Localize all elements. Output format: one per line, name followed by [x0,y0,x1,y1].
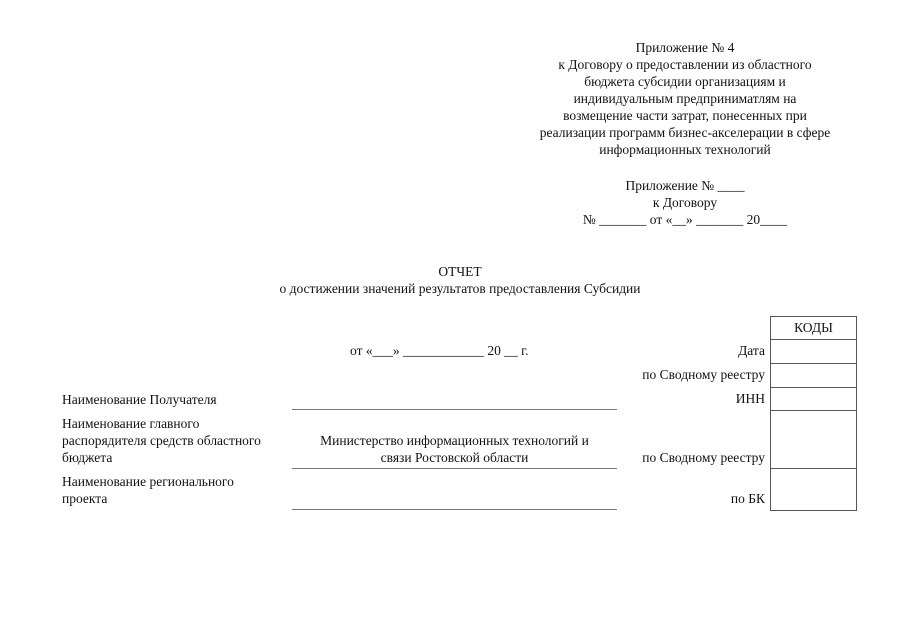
manager-label-line: Наименование главного [62,416,200,431]
project-label [62,473,302,507]
date-label: Дата [738,343,765,358]
appendix-4-line: Приложение № 4 [635,40,735,55]
appendix-4-line: реализации программ бизнес-акселерации в сфере [539,125,831,140]
report-title: ОТЧЕТ [438,264,482,279]
report-heading [180,263,740,297]
codes-header: КОДЫ [794,320,833,335]
manager-underline [292,468,617,469]
recipient-label: Наименование Получателя [62,392,217,407]
project-label-line: проекта [62,491,108,506]
appendix-4-line: бюджета субсидии организациям и [584,74,786,89]
appendix-4-header [505,39,865,158]
appendix-contract-line: Приложение № ____ [625,178,745,193]
registry-code-cell-2 [770,410,857,469]
appendix-4-line: индивидуальным предприниматлям на [573,91,797,106]
project-label-line: Наименование регионального [62,474,234,489]
appendix-4-line: к Договору о предоставлении из областного [558,57,812,72]
bk-code-cell [770,468,857,511]
registry-label-2: по Сводному реестру [642,450,765,465]
codes-header-cell [770,316,857,340]
manager-value-line: Министерство информационных технологий и [320,433,589,448]
manager-label-line: бюджета [62,450,113,465]
appendix-4-line: информационных технологий [599,142,771,157]
appendix-4-line: возмещение части затрат, понесенных при [563,108,807,123]
report-date-line: от «___» ____________ 20 __ г. [350,343,529,358]
project-underline [292,509,617,510]
appendix-contract-line: № _______ от «__» _______ 20____ [582,212,788,227]
manager-label [62,415,302,466]
inn-code-cell [770,387,857,411]
recipient-underline [292,409,617,410]
date-code-cell [770,339,857,364]
appendix-contract-line: к Договору [652,195,718,210]
manager-value-line: связи Ростовской области [380,450,529,465]
manager-label-line: распорядителя средств областного [62,433,261,448]
report-subtitle: о достижении значений результатов предоставления Субсидии [279,281,641,296]
appendix-contract-header [555,177,815,228]
registry-code-cell-1 [770,363,857,388]
inn-label: ИНН [735,391,765,406]
registry-label-1: по Сводному реестру [642,367,765,382]
manager-value [292,432,617,466]
bk-label: по БК [730,491,765,506]
